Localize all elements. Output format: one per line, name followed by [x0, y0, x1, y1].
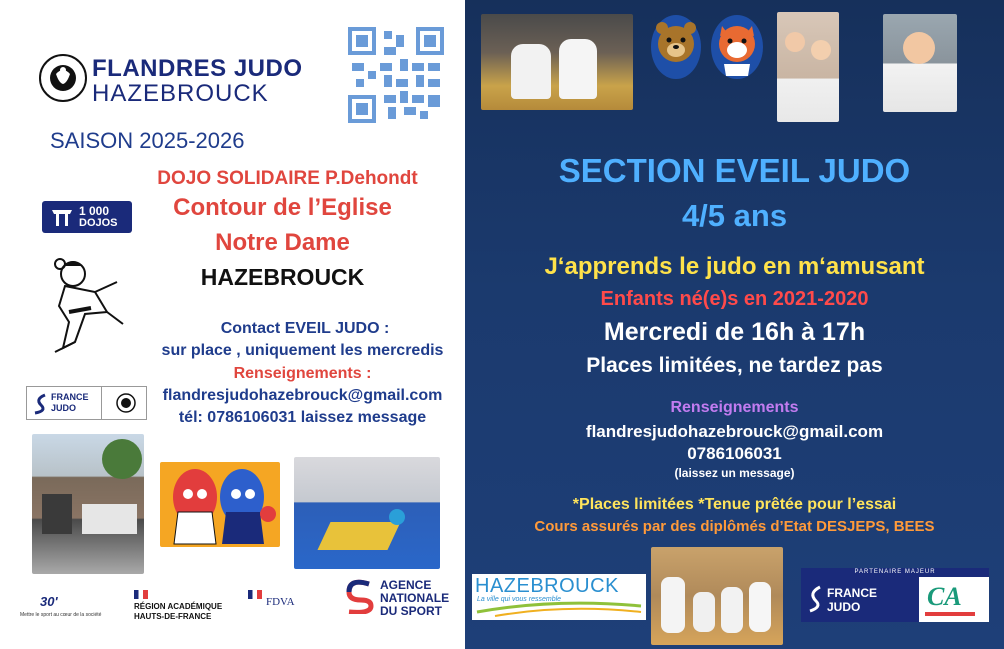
kids-class-photo — [651, 547, 783, 645]
building-door — [42, 494, 72, 534]
section-title: SECTION EVEIL JUDO — [558, 152, 911, 189]
kid-judogi-1 — [511, 44, 551, 99]
badge-1000-dojos — [42, 201, 132, 233]
kids-mat-photo — [481, 14, 633, 110]
academie-line1: RÉGION ACADÉMIQUE — [134, 602, 223, 611]
hazebrouck-slogan: La ville qui vous ressemble — [477, 596, 562, 603]
ffjudo-divider — [101, 387, 102, 419]
schedule: Mercredi de 16h à 17h — [603, 318, 866, 346]
ffjudo-logo — [26, 386, 147, 420]
girl-face-2 — [811, 40, 831, 60]
tagline: J‘apprends le judo en m‘amusant — [544, 253, 925, 280]
kid-4 — [749, 582, 771, 632]
partner-label: PARTENAIRE MAJEUR — [854, 569, 936, 575]
fdva-logo: FDVA — [266, 596, 295, 608]
info-note: (laissez un message) — [674, 466, 795, 480]
info-email[interactable]: flandresjudohazebrouck@gmail.com — [585, 422, 884, 441]
boy-photo — [883, 14, 957, 112]
ans-line1: AGENCE — [380, 578, 432, 592]
club-city: HAZEBROUCK — [92, 80, 269, 107]
ffjudo-judo: JUDO — [51, 403, 77, 413]
contact-email[interactable]: flandresjudohazebrouck@gmail.com — [162, 387, 443, 404]
mat-block — [317, 522, 400, 550]
dojo-address-line2: Notre Dame — [215, 229, 350, 256]
dojo-city: HAZEBROUCK — [200, 264, 365, 290]
contact-phone[interactable]: tél: 0786106031 laissez message — [178, 409, 427, 426]
partner-logo — [801, 568, 989, 622]
kid-judogi-2 — [559, 39, 597, 99]
qr-code-icon[interactable] — [348, 27, 444, 123]
building-gate — [82, 504, 137, 534]
dojo-interior-photo — [294, 457, 440, 569]
tree — [102, 439, 142, 479]
ans-logo-icon — [343, 578, 375, 614]
ca-underline — [925, 612, 975, 616]
club-name: FLANDRES JUDO — [92, 55, 303, 82]
credit-agricole-logo: CA — [927, 582, 962, 611]
badge-dojos: DOJOS — [79, 217, 118, 229]
badge-1000: 1 000 — [79, 204, 110, 218]
partner-france: FRANCE — [827, 586, 877, 600]
info-label: Renseignements — [670, 399, 799, 416]
kid-1 — [661, 577, 685, 633]
gym-ball — [389, 509, 405, 525]
red-panda-mascot-icon — [710, 14, 764, 80]
hazebrouck-name: HAZEBROUCK — [475, 575, 619, 597]
french-flag-icon — [134, 590, 148, 599]
dojo-roof-icon — [50, 206, 74, 228]
girl-face-1 — [785, 32, 805, 52]
boy-face — [903, 32, 935, 64]
age-range: 4/5 ans — [681, 198, 788, 233]
club-emblem-icon — [38, 52, 88, 104]
contact-info-label: Renseignements : — [233, 365, 372, 382]
sport-30-caption: Mettre le sport au cœur de la société — [20, 612, 102, 618]
french-flag-icon-2 — [248, 590, 262, 599]
hazebrouck-logo — [472, 574, 646, 620]
ffjudo-france: FRANCE — [51, 392, 89, 402]
info-phone[interactable]: 0786106031 — [687, 444, 782, 463]
girls-photo — [777, 12, 839, 122]
ans-line2: NATIONALE — [380, 591, 450, 605]
places-limited: Places limitées, ne tardez pas — [586, 354, 883, 377]
bear-mascot-icon — [650, 14, 702, 80]
contact-place: sur place , uniquement les mercredis — [161, 342, 444, 359]
left-panel — [0, 0, 465, 649]
partner-ffjudo-mark-icon — [807, 584, 823, 614]
ans-line3: DU SPORT — [380, 604, 443, 618]
sport-30-logo: 30' — [40, 594, 58, 609]
mascots-icon — [160, 462, 280, 547]
academie-line2: HAUTS-DE-FRANCE — [134, 612, 212, 621]
partner-judo: JUDO — [827, 600, 861, 614]
dojo-name: DOJO SOLIDAIRE P.Dehondt — [157, 168, 418, 189]
right-panel — [465, 0, 1004, 649]
mascots-photo — [160, 462, 280, 547]
dojo-building-photo — [32, 434, 144, 574]
instructors: Cours assurés par des diplômés d’Etat DESJEPS, BEES — [534, 518, 935, 535]
birth-years: Enfants né(e)s en 2021-2020 — [600, 288, 869, 310]
cartoon-judoka-icon — [45, 252, 130, 357]
club-emblem-small-icon — [115, 392, 137, 414]
notes: *Places limitées *Tenue prêtée pour l’essai — [572, 496, 897, 513]
kid-2 — [693, 592, 715, 632]
dojo-address-line1: Contour de l’Eglise — [173, 194, 392, 221]
ffjudo-mark-icon — [33, 393, 49, 415]
contact-title: Contact EVEIL JUDO : — [220, 320, 390, 337]
kid-3 — [721, 587, 743, 633]
season-label: SAISON 2025-2026 — [50, 128, 245, 153]
